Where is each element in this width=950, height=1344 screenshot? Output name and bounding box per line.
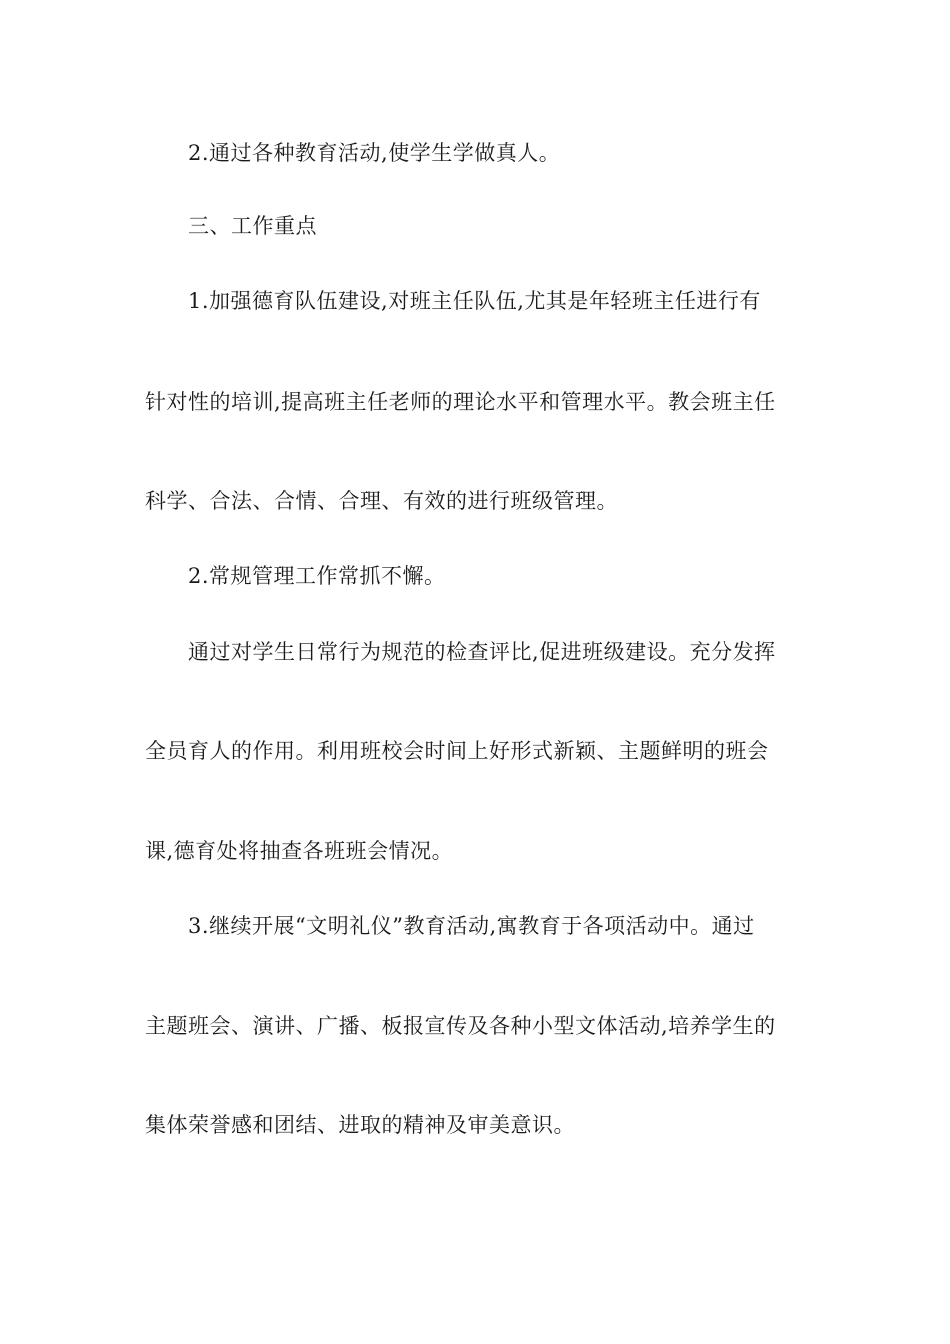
paragraph-line: 2.常规管理工作常抓不懈。 xyxy=(188,564,446,588)
paragraph-line: 集体荣誉感和团结、进取的精神及审美意识。 xyxy=(145,1113,575,1137)
paragraph-line: 通过对学生日常行为规范的检查评比,促进班级建设。充分发挥 xyxy=(188,640,776,664)
paragraph-line: 针对性的培训,提高班主任老师的理论水平和管理水平。教会班主任 xyxy=(145,390,776,414)
paragraph-line: 课,德育处将抽查各班班会情况。 xyxy=(145,839,454,863)
paragraph-line: 1.加强德育队伍建设,对班主任队伍,尤其是年轻班主任进行有 xyxy=(188,289,761,313)
paragraph-line: 3.继续开展“文明礼仪”教育活动,寓教育于各项活动中。通过 xyxy=(188,914,755,938)
paragraph-line: 主题班会、演讲、广播、板报宣传及各种小型文体活动,培养学生的 xyxy=(145,1014,776,1038)
paragraph-line: 2.通过各种教育活动,使学生学做真人。 xyxy=(188,141,561,165)
paragraph-line: 科学、合法、合情、合理、有效的进行班级管理。 xyxy=(145,489,618,513)
section-heading: 三、工作重点 xyxy=(188,214,317,238)
paragraph-line: 全员育人的作用。利用班校会时间上好形式新颖、主题鲜明的班会 xyxy=(145,739,769,763)
